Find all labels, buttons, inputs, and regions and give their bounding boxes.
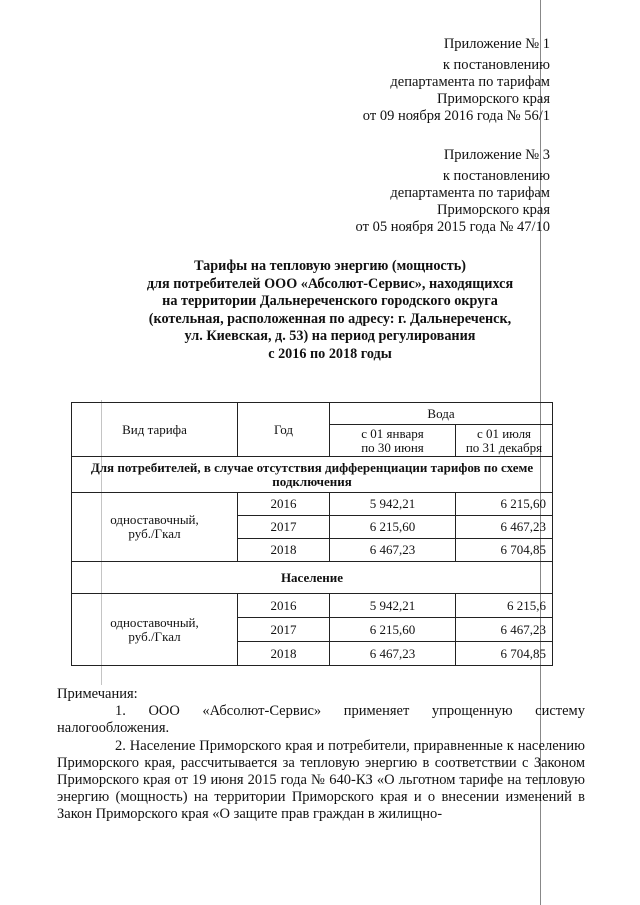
note-2: 2. Население Приморского края и потребители, приравненные к населению Приморского края, рассчитывается за тепловую энергию в соответствии с Законом Приморского края от 19 июня 2015 года № 640-КЗ «О льготном тарифе на тепловую энергию (мощность) на территории Приморского края и о внесении изменений в Закон Приморского края «О защите прав граждан в жилищно- — [57, 737, 585, 823]
title-line: ул. Киевская, д. 53) на период регулирования — [184, 328, 476, 345]
value-cell: 6 704,85 — [456, 539, 553, 562]
note-1-word: применяет — [343, 703, 410, 720]
appendix-3-heading: Приложение № 3 — [443, 147, 550, 163]
appendix-3-line: к постановлению — [442, 168, 550, 184]
header-water: Вода — [330, 403, 553, 425]
value-cell: 6 467,23 — [330, 642, 456, 666]
appendix-3-block — [356, 147, 550, 236]
appendix-1-line: департамента по тарифам — [390, 74, 550, 90]
title-line: для потребителей ООО «Абсолют-Сервис», находящихся — [146, 275, 514, 292]
value-cell: 6 215,60 — [330, 516, 456, 539]
year-cell: 2018 — [238, 539, 330, 562]
year-cell: 2018 — [238, 642, 330, 666]
header-period-1-line2: по 30 июня — [361, 439, 424, 455]
tariff-type-line2: руб./Гкал — [128, 628, 181, 644]
tariff-table — [71, 402, 553, 666]
tariff-type-line2: руб./Гкал — [128, 526, 181, 541]
note-1-word: ООО — [148, 703, 180, 720]
value-cell: 6 467,23 — [456, 618, 553, 642]
header-period-1 — [330, 425, 456, 457]
appendix-1-block — [363, 36, 550, 125]
notes-heading: Примечания: — [57, 686, 138, 702]
section-title-population: Население — [72, 562, 553, 594]
appendix-1-line: к постановлению — [442, 57, 550, 73]
tariff-type-line1: одноставочный, — [110, 512, 199, 527]
value-cell: 6 215,6 — [456, 594, 553, 618]
note-1-word: 1. — [115, 703, 126, 720]
note-1-word: упрощенную — [431, 703, 513, 720]
title-line: с 2016 по 2018 годы — [268, 345, 392, 362]
value-cell: 5 942,21 — [330, 493, 456, 516]
note-1-first-line — [57, 703, 585, 720]
value-cell: 6 215,60 — [330, 618, 456, 642]
tariff-type-cell — [72, 493, 238, 562]
header-year: Год — [238, 403, 330, 457]
header-period-1-line1: с 01 января — [361, 425, 424, 441]
appendix-1-line: Приморского края — [436, 91, 550, 107]
document-title — [80, 258, 580, 364]
appendix-3-line: департамента по тарифам — [390, 185, 550, 201]
appendix-3-line: Приморского края — [436, 202, 550, 218]
year-cell: 2016 — [238, 493, 330, 516]
value-cell: 5 942,21 — [330, 594, 456, 618]
tariff-type-cell — [72, 594, 238, 666]
note-1-word: «Абсолют-Сервис» — [202, 703, 322, 720]
title-line: Тарифы на тепловую энергию (мощность) — [194, 258, 466, 274]
title-line: на территории Дальнереченского городского округа — [162, 293, 498, 310]
header-period-2-line1: с 01 июля — [476, 425, 532, 441]
appendix-1-heading: Приложение № 1 — [443, 36, 550, 52]
year-cell: 2017 — [238, 516, 330, 539]
value-cell: 6 704,85 — [456, 642, 553, 666]
note-1-tail: налогообложения. — [57, 720, 170, 737]
value-cell: 6 215,60 — [456, 493, 553, 516]
note-1-word: систему — [535, 703, 585, 720]
value-cell: 6 467,23 — [456, 516, 553, 539]
header-period-2-line2: по 31 декабря — [465, 439, 543, 455]
header-tariff-type: Вид тарифа — [72, 403, 238, 457]
header-period-2 — [456, 425, 553, 457]
title-line: (котельная, расположенная по адресу: г. Дальнереченск, — [148, 310, 512, 327]
appendix-3-line: от 05 ноября 2015 года № 47/10 — [355, 219, 550, 235]
notes-section — [57, 686, 585, 824]
year-cell: 2016 — [238, 594, 330, 618]
value-cell: 6 467,23 — [330, 539, 456, 562]
section-title-consumers: Для потребителей, в случае отсутствия дифференциации тарифов по схеме подключения — [72, 457, 553, 493]
tariff-type-line1: одноставочный, — [110, 614, 199, 630]
year-cell: 2017 — [238, 618, 330, 642]
appendix-1-line: от 09 ноября 2016 года № 56/1 — [362, 108, 550, 124]
